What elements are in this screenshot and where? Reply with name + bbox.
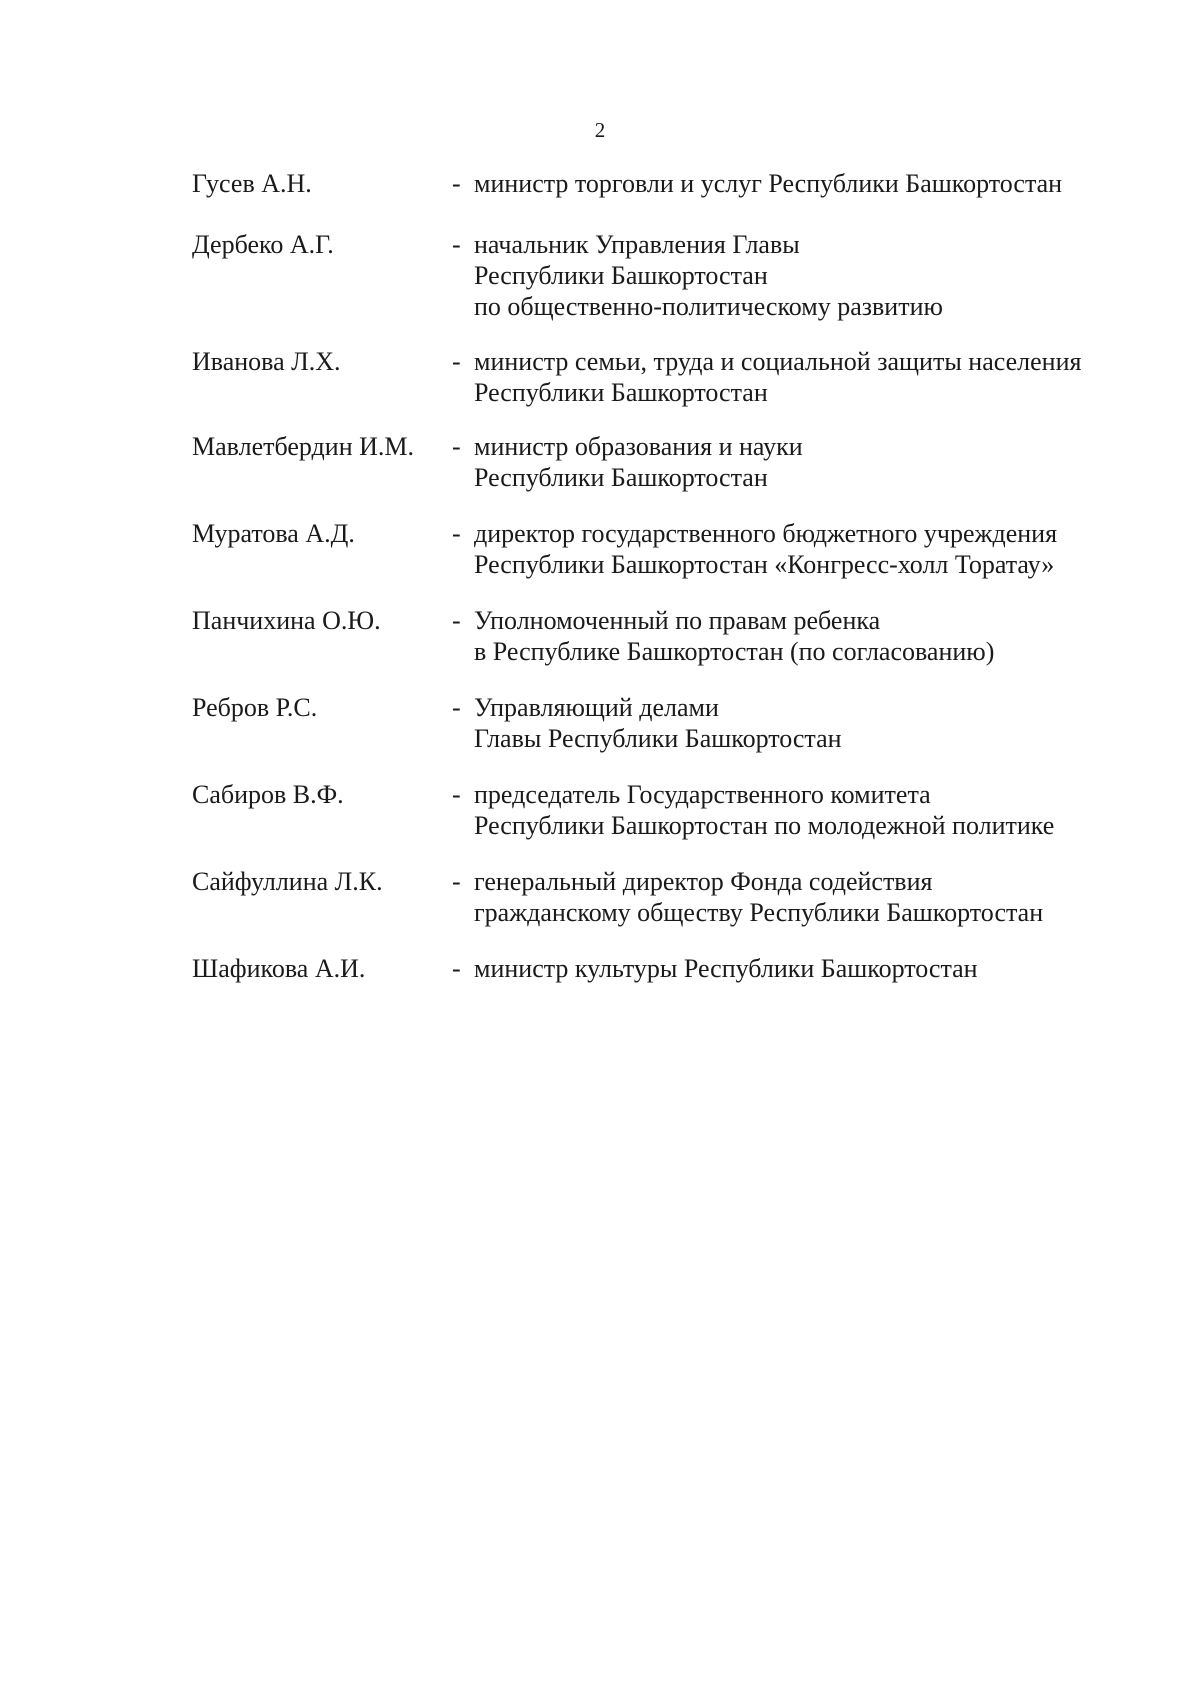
member-role-line: Республики Башкортостан (474, 378, 768, 407)
member-name: Муратова А.Д. (192, 519, 355, 548)
member-dash: - (452, 606, 461, 635)
member-entry (192, 168, 1132, 199)
member-role-line: министр семьи, труда и социальной защиты населения (474, 347, 1082, 376)
member-name: Гусев А.Н. (192, 169, 312, 198)
member-dash: - (452, 432, 461, 461)
member-role (474, 692, 1132, 754)
member-entry (192, 953, 1132, 984)
member-role-line: директор государственного бюджетного учреждения (474, 519, 1058, 548)
member-name: Сайфуллина Л.К. (192, 867, 383, 896)
member-role-line: Республики Башкортостан «Конгресс-холл Торатау» (474, 550, 1055, 579)
member-dash: - (452, 169, 461, 198)
member-dash: - (452, 780, 461, 809)
member-name: Панчихина О.Ю. (192, 606, 381, 635)
member-role-line: Уполномоченный по правам ребенка (474, 606, 881, 635)
members-list (192, 168, 1132, 1009)
member-role (474, 779, 1132, 841)
member-dash: - (452, 693, 461, 722)
member-role-line: по общественно-политическому развитию (474, 292, 943, 321)
member-role (474, 346, 1132, 408)
member-name: Ребров Р.С. (192, 693, 318, 722)
member-dash: - (452, 867, 461, 896)
member-name: Мавлетбердин И.М. (192, 432, 415, 461)
member-entry (192, 779, 1132, 841)
member-entry (192, 431, 1132, 493)
member-dash: - (452, 230, 461, 259)
member-role-line: в Республике Башкортостан (по согласованию) (474, 637, 995, 666)
member-entry (192, 518, 1132, 580)
member-role-line: Главы Республики Башкортостан (474, 724, 842, 753)
member-entry (192, 346, 1132, 408)
member-role-line: Управляющий делами (474, 693, 719, 722)
member-name: Дербеко А.Г. (192, 230, 334, 259)
member-role (474, 866, 1132, 928)
member-role-line: председатель Государственного комитета (474, 780, 931, 809)
member-entry (192, 605, 1132, 667)
member-role-line: начальник Управления Главы (474, 230, 800, 259)
member-role (474, 431, 1132, 493)
member-role-line: Республики Башкортостан по молодежной политике (474, 811, 1055, 840)
member-role (474, 605, 1132, 667)
member-role-line: гражданскому обществу Республики Башкортостан (474, 898, 1044, 927)
member-dash: - (452, 347, 461, 376)
member-role (474, 518, 1132, 580)
page-number: 2 (594, 118, 606, 142)
member-role (474, 168, 1132, 199)
member-name: Сабиров В.Ф. (192, 780, 344, 809)
member-role-line: Республики Башкортостан (474, 261, 768, 290)
member-entry (192, 692, 1132, 754)
member-dash: - (452, 954, 461, 983)
member-name: Иванова Л.Х. (192, 347, 341, 376)
member-role-line: министр культуры Республики Башкортостан (474, 954, 978, 983)
member-role-line: министр образования и науки (474, 432, 803, 461)
member-dash: - (452, 519, 461, 548)
member-name: Шафикова А.И. (192, 954, 366, 983)
member-role-line: Республики Башкортостан (474, 463, 768, 492)
member-entry (192, 866, 1132, 928)
member-role-line: генеральный директор Фонда содействия (474, 867, 933, 896)
member-role (474, 229, 1132, 322)
member-role (474, 953, 1132, 984)
member-role-line: министр торговли и услуг Республики Башкортостан (474, 169, 1063, 198)
member-entry (192, 229, 1132, 322)
